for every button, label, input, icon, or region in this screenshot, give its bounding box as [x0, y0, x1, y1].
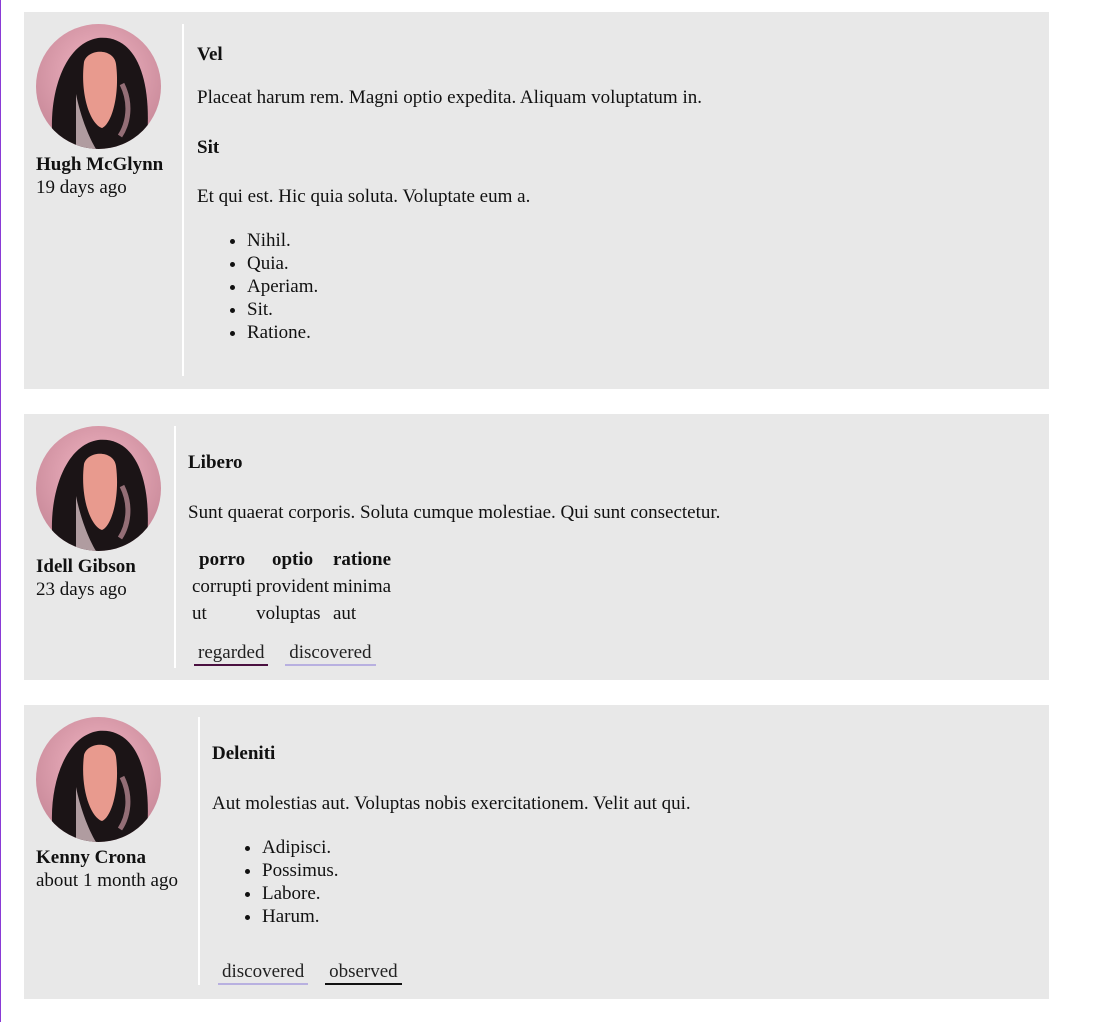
section-paragraph: Placeat harum rem. Magni optio expedita. Aliquam voluptatum in.: [197, 87, 702, 108]
post-body: [182, 24, 702, 376]
table-cell: provident: [256, 576, 329, 597]
tag-link[interactable]: observed: [325, 961, 402, 985]
table-cell: corrupti: [192, 576, 253, 597]
avatar[interactable]: [36, 24, 161, 149]
post-timestamp: about 1 month ago: [36, 870, 178, 891]
list-item: • Ratione.: [247, 321, 318, 344]
section-heading: Sit: [197, 137, 220, 158]
section-heading: Deleniti: [212, 743, 276, 764]
table-row: [191, 574, 392, 599]
tag-link[interactable]: discovered: [218, 961, 308, 985]
bullet-list: [197, 229, 318, 344]
post-timestamp: 19 days ago: [36, 177, 127, 198]
author-name: Hugh McGlynn: [36, 154, 164, 175]
list-item: • Nihil.: [247, 229, 318, 252]
table-row: [191, 601, 392, 626]
list-item: • Possimus.: [262, 859, 339, 882]
table-cell: minima: [332, 576, 392, 597]
tag-link[interactable]: regarded: [194, 642, 268, 666]
section-paragraph: Aut molestias aut. Voluptas nobis exercitationem. Velit aut qui.: [212, 793, 691, 814]
list-item: • Harum.: [262, 905, 339, 928]
author-name: Idell Gibson: [36, 556, 136, 577]
post-timestamp: 23 days ago: [36, 579, 127, 600]
post-card: [24, 414, 1049, 680]
table-header-row: [191, 548, 392, 572]
list-item: • Sit.: [247, 298, 318, 321]
page-left-border: [0, 0, 1, 1022]
list-item: • Labore.: [262, 882, 339, 905]
tag-list: [218, 961, 414, 985]
post-author: [36, 24, 163, 199]
post-card: [24, 705, 1049, 999]
post-author: [36, 717, 178, 892]
section-paragraph: Et qui est. Hic quia soluta. Voluptate eum a.: [197, 186, 531, 207]
table-cell: aut: [332, 603, 357, 624]
tag-link[interactable]: discovered: [285, 642, 375, 666]
post-card: [24, 12, 1049, 389]
section-heading: Libero: [188, 452, 243, 473]
tag-list: [194, 642, 388, 666]
list-item: • Quia.: [247, 252, 318, 275]
bullet-list: [212, 836, 339, 928]
column-header: optio: [271, 549, 314, 570]
list-item: • Adipisci.: [262, 836, 339, 859]
avatar[interactable]: [36, 426, 161, 551]
section-paragraph: Sunt quaerat corporis. Soluta cumque molestiae. Qui sunt consectetur.: [188, 502, 721, 523]
avatar[interactable]: [36, 717, 161, 842]
post-body: [198, 717, 691, 985]
column-header: ratione: [332, 549, 392, 570]
table-cell: voluptas: [256, 603, 321, 624]
data-table: [189, 546, 394, 628]
column-header: porro: [199, 549, 246, 570]
list-item: • Aperiam.: [247, 275, 318, 298]
table-cell: ut: [192, 603, 207, 624]
post-body: [174, 426, 721, 668]
author-name: Kenny Crona: [36, 847, 146, 868]
section-heading: Vel: [197, 44, 223, 65]
post-author: [36, 426, 161, 601]
